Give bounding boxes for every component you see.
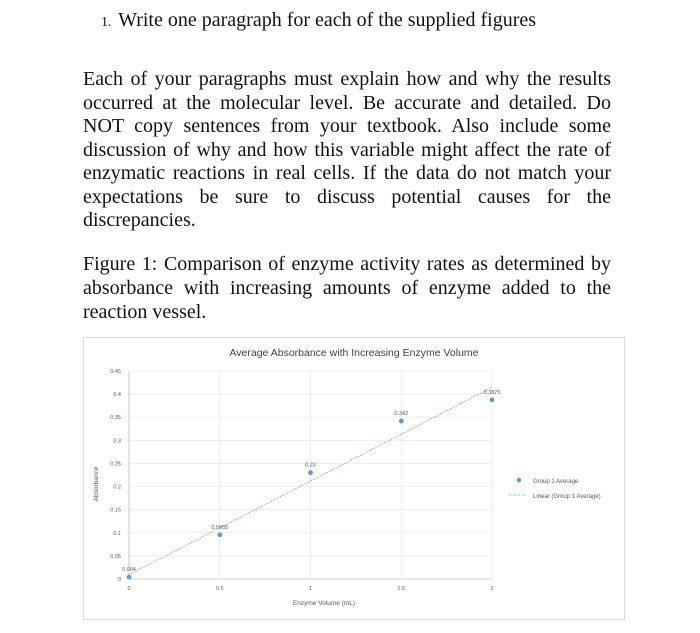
y-tick-label: 0.35 [110,415,121,422]
y-tick-label: 0.3 [113,438,121,445]
data-point [490,397,495,402]
x-tick-label: 1 [308,586,313,592]
question-text: Write one paragraph for each of the supplied figures [118,9,537,31]
y-tick-label: 0.1 [113,530,121,537]
x-tick-label: 0 [127,586,131,592]
data-label: 0.004 [122,567,136,574]
data-point [308,470,313,475]
y-tick-label: 0.15 [110,507,121,514]
y-tick-label: 0.05 [110,553,121,560]
figure-chart [83,337,625,620]
data-label: 0.0955 [211,524,229,531]
y-tick-label: 0.2 [113,484,121,491]
data-point [217,532,222,537]
x-tick-label: 0.5 [215,586,224,592]
x-tick-label: 2 [490,586,494,592]
chart-points [122,390,500,580]
instructions-paragraph: Each of your paragraphs must explain how and why the results occurred at the molecular level. Be accurate and detailed. Do NOT copy sentences from your textbook. Also include some discussion of why and how this variable might affect the rate of enzymatic reactions in real cells. If the data do not match your expectations be sure to discuss potential causes for the discrepancies. [83,68,611,231]
chart-y-axis-label: Absorbance [93,466,100,502]
data-label: 0.23 [305,462,316,469]
chart-svg [84,338,624,619]
y-tick-label: 0.45 [110,369,121,375]
chart-axes [110,369,493,592]
question-heading [101,8,661,35]
chart-title: Average Absorbance with Increasing Enzyme Volume [229,347,479,359]
data-label: 0.3875 [483,389,501,396]
legend-marker-series [517,478,522,483]
data-point [127,575,132,580]
x-tick-label: 1.5 [397,586,406,592]
legend-label-trendline: Linear (Group 1 Average) [533,494,601,500]
y-tick-label: 0 [117,577,121,583]
data-label: 0.342 [394,410,409,417]
question-number: 1. [101,15,112,30]
data-point [399,419,404,424]
y-tick-label: 0.4 [113,392,121,399]
y-tick-label: 0.25 [110,461,121,468]
chart-x-axis-label: Enzyme Volume (mL) [292,600,356,607]
figure-caption: Figure 1: Comparison of enzyme activity rates as determined by absorbance with increasing amounts of enzyme added to the reaction vessel. [83,253,611,323]
legend-label-series: Group 1 Average [533,479,579,485]
